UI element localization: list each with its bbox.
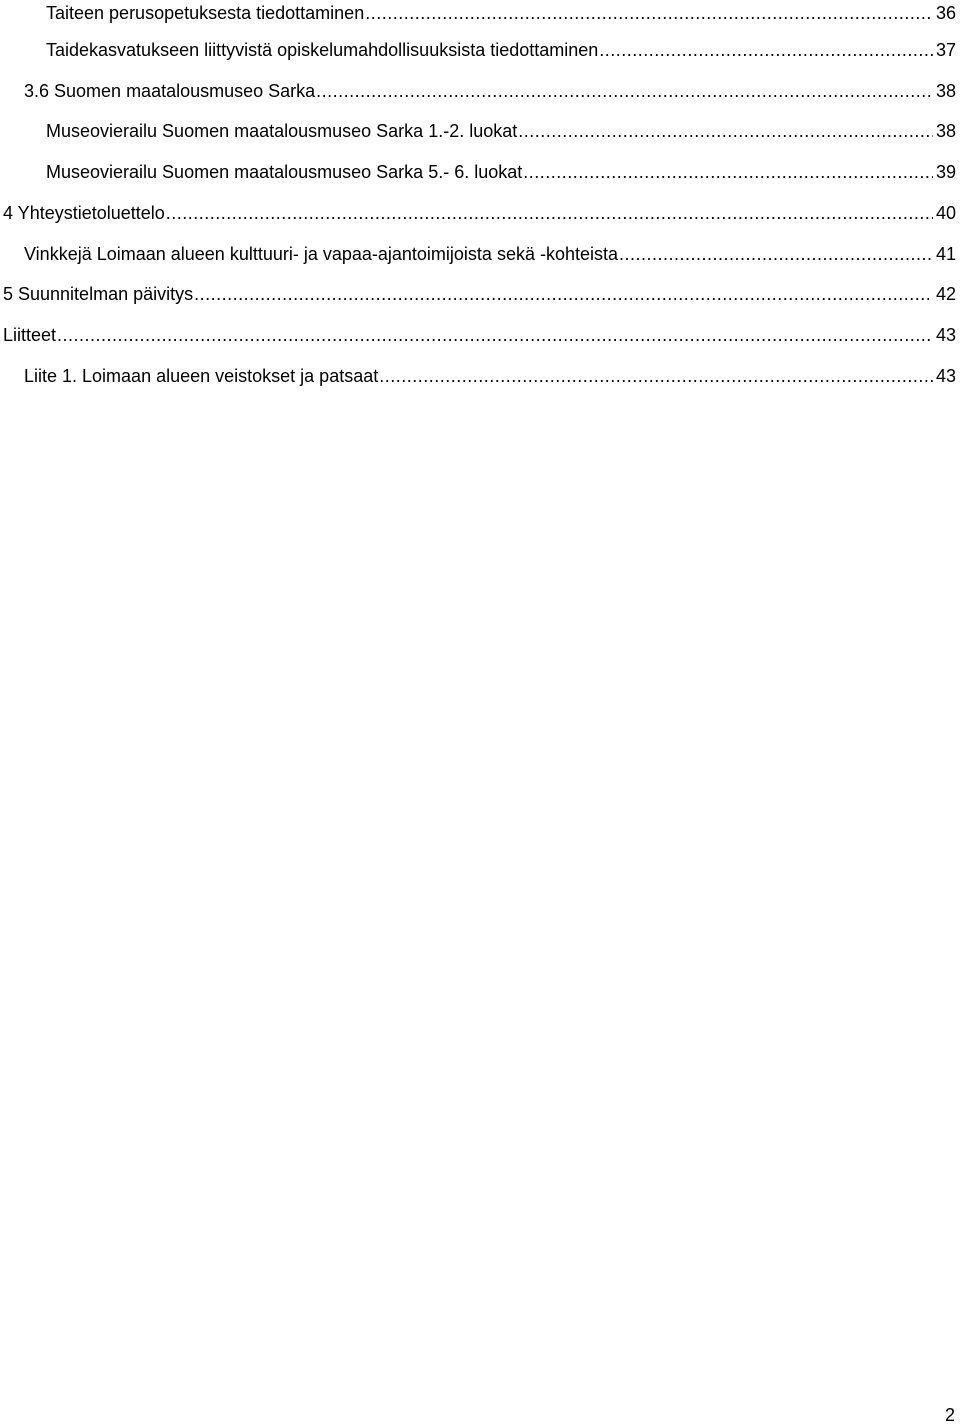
toc-entry-page: 41 (935, 244, 956, 264)
toc-entry-title: 4 Yhteystietoluettelo (3, 203, 165, 223)
toc-entry-page: 37 (935, 40, 956, 60)
toc-dot-leader (379, 363, 933, 389)
toc-dot-leader (194, 281, 933, 307)
toc-entry[interactable] (24, 78, 956, 104)
toc-entry-title: 3.6 Suomen maatalousmuseo Sarka (24, 81, 316, 101)
toc-entry[interactable] (46, 118, 956, 144)
toc-entry-title: Liite 1. Loimaan alueen veistokset ja patsaat (24, 366, 379, 386)
toc-entry-page: 36 (935, 3, 956, 23)
toc-entry-page: 43 (935, 366, 956, 386)
toc-entry-page: 38 (935, 81, 956, 101)
toc-dot-leader (57, 322, 933, 348)
toc-entry-page: 42 (935, 284, 956, 304)
toc-entry-title: 5 Suunnitelman päivitys (3, 284, 194, 304)
toc-dot-leader (599, 37, 933, 63)
toc-entry-title: Vinkkejä Loimaan alueen kulttuuri- ja vapaa-ajantoimijoista sekä -kohteista (24, 244, 618, 264)
toc-dot-leader (619, 241, 933, 267)
toc-entry-title: Museovierailu Suomen maatalousmuseo Sarka 5.- 6. luokat (46, 162, 523, 182)
toc-dot-leader (523, 159, 933, 185)
page-number: 2 (944, 1405, 955, 1425)
toc-entry-title: Museovierailu Suomen maatalousmuseo Sarka 1.-2. luokat (46, 121, 518, 141)
toc-entry-title: Taiteen perusopetuksesta tiedottaminen (46, 3, 365, 23)
toc-dot-leader (316, 78, 933, 104)
toc-entry[interactable] (46, 159, 956, 185)
toc-entry[interactable] (3, 281, 956, 307)
toc-entry[interactable] (46, 0, 956, 26)
toc-entry-page: 43 (935, 325, 956, 345)
toc-dot-leader (365, 0, 933, 26)
toc-dot-leader (166, 200, 933, 226)
toc-entry[interactable] (24, 363, 956, 389)
toc-entry[interactable] (3, 322, 956, 348)
toc-entry-page: 38 (935, 121, 956, 141)
toc-entry[interactable] (46, 37, 956, 63)
toc-entry[interactable] (3, 200, 956, 226)
toc-dot-leader (518, 118, 933, 144)
toc-entry-title: Liitteet (3, 325, 57, 345)
toc-entry-title: Taidekasvatukseen liittyvistä opiskelumahdollisuuksista tiedottaminen (46, 40, 599, 60)
toc-entry-page: 39 (935, 162, 956, 182)
toc-entry-page: 40 (935, 203, 956, 223)
toc-entry[interactable] (24, 241, 956, 267)
